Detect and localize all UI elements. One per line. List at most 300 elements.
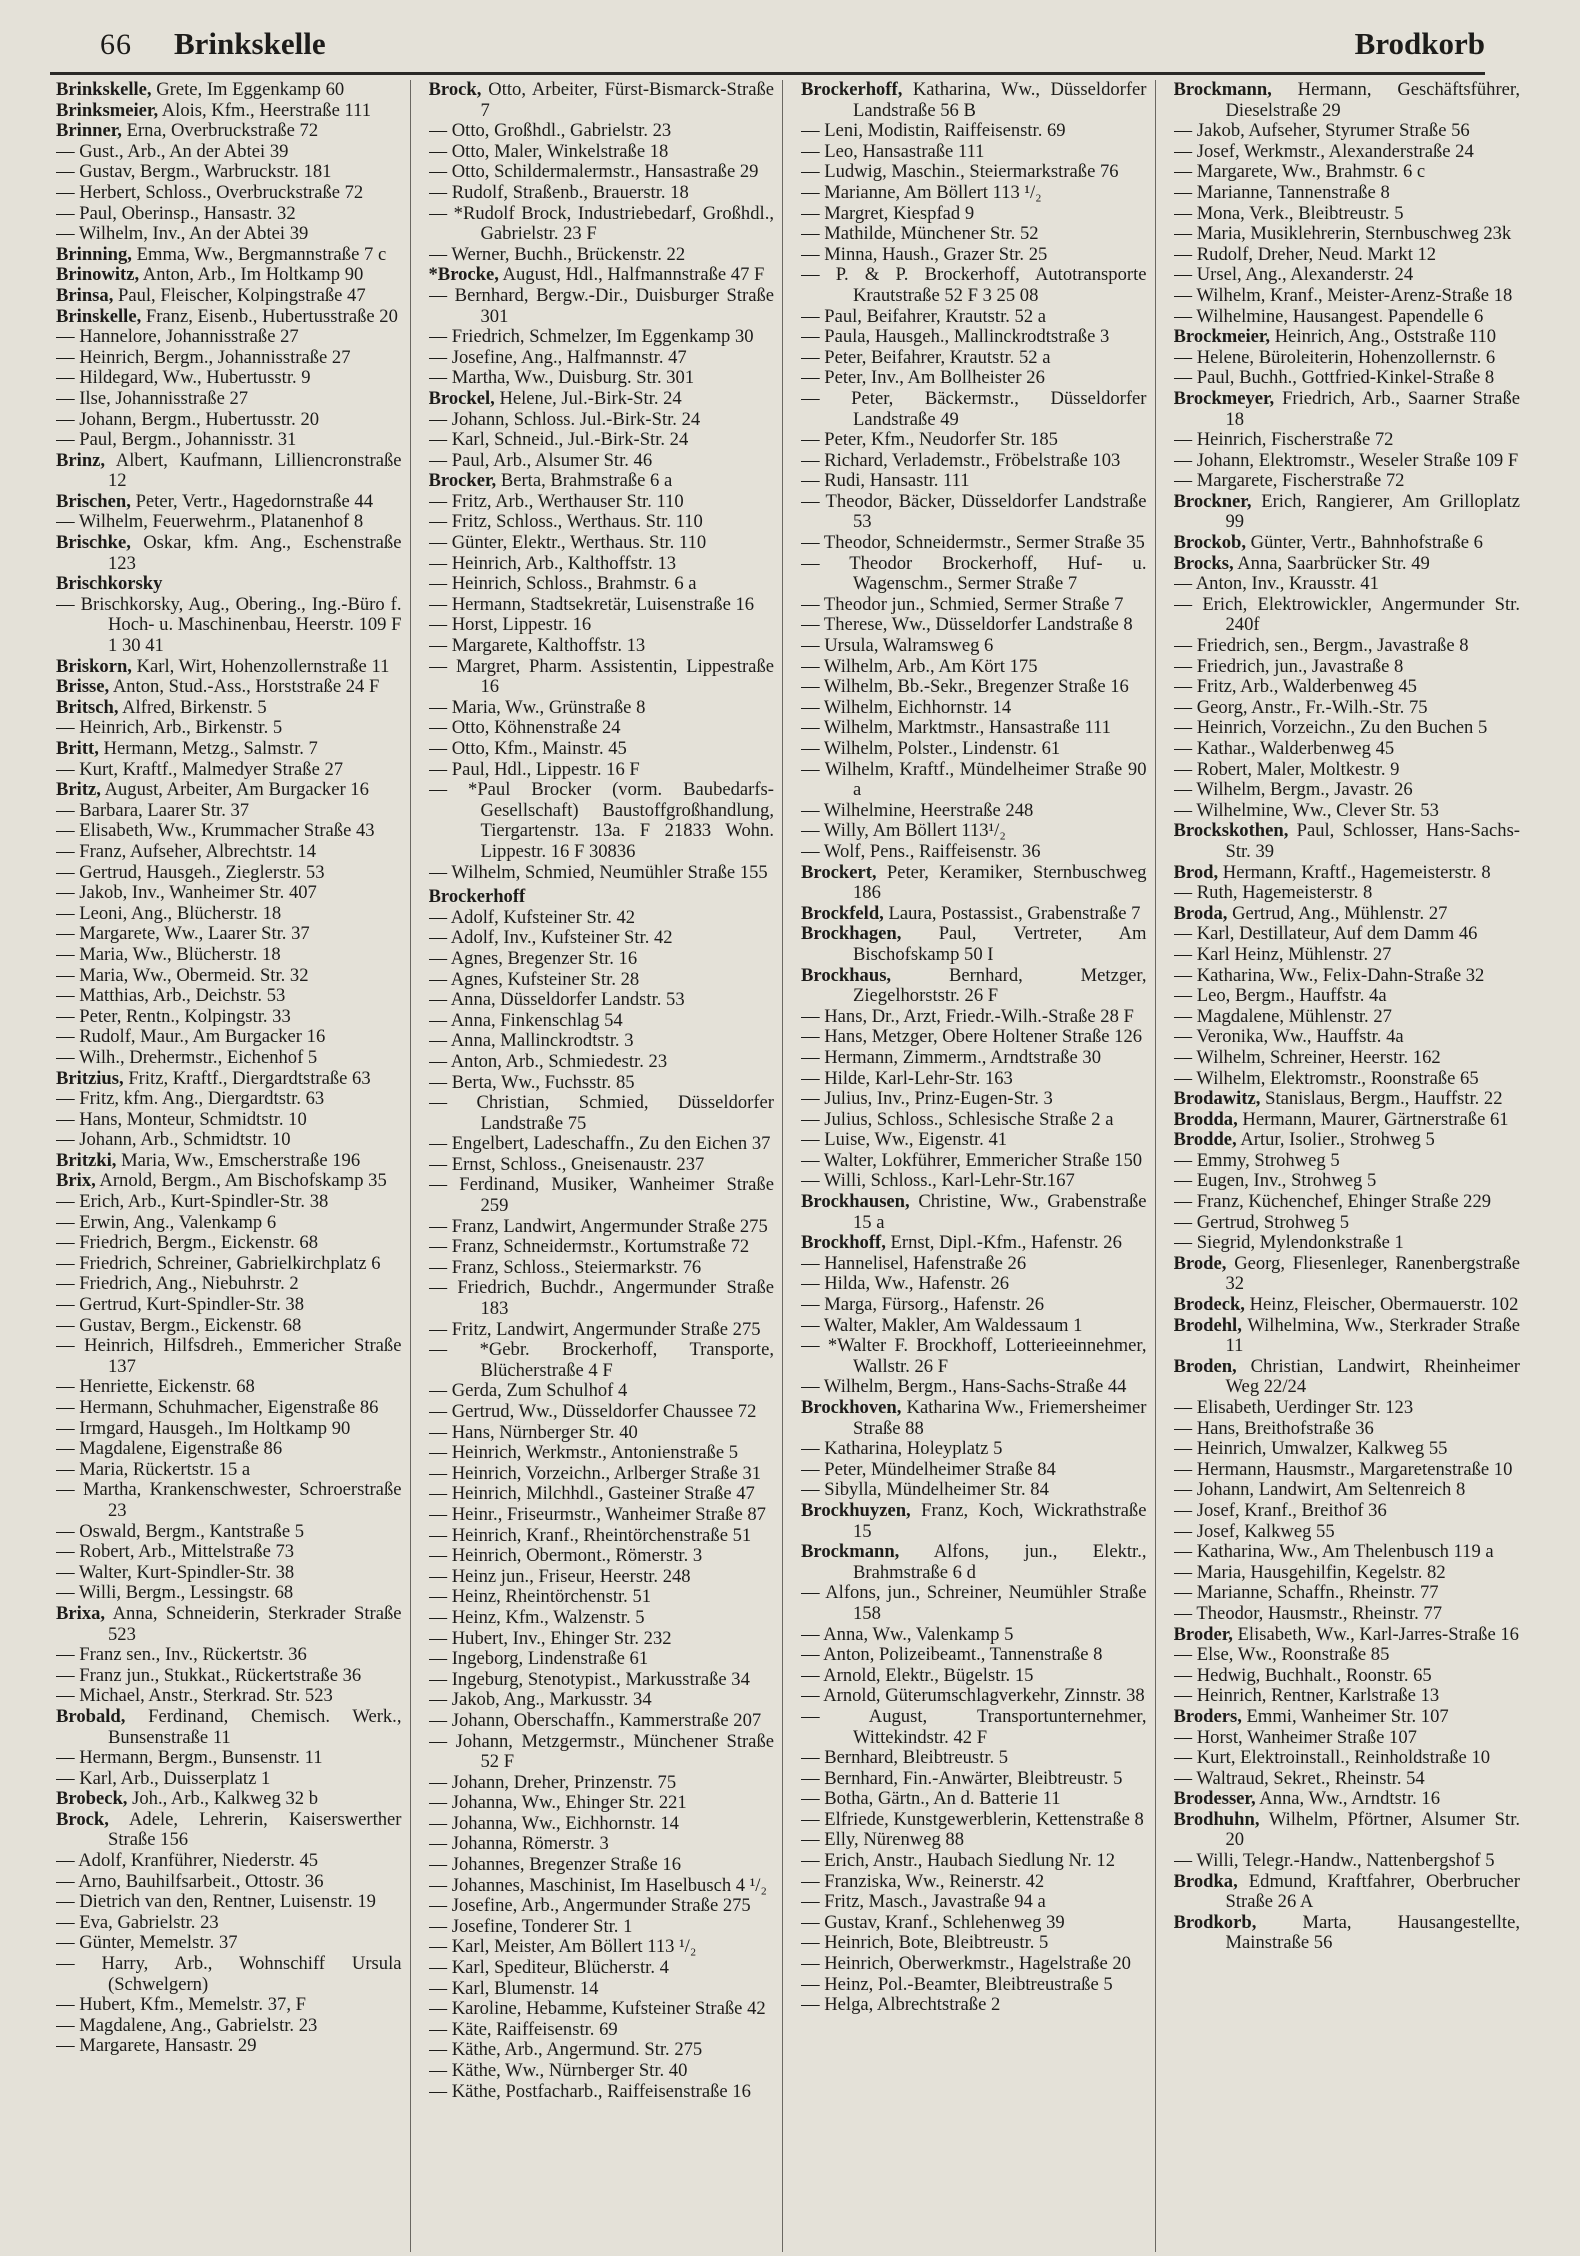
entry-details: Heinz, Fleischer, Obermauerstr. 102: [1249, 1294, 1519, 1316]
entry-details: — Paul, Oberinsp., Hansastr. 32: [56, 202, 296, 224]
directory-entry: [56, 142, 402, 163]
entry-details: — Bernhard, Bergw.-Dir., Duisburger Straße 301: [428, 284, 774, 327]
entry-details: — Wolf, Pens., Raiffeisenstr. 36: [801, 840, 1041, 862]
directory-entry: [56, 1913, 402, 1934]
entry-details: — Heinrich, Werkmstr., Antonienstraße 5: [428, 1442, 739, 1464]
entry-details: — Siegrid, Mylendonkstraße 1: [1173, 1232, 1404, 1254]
directory-entry: [801, 1789, 1147, 1810]
entry-surname: Brodka,: [1173, 1870, 1238, 1892]
directory-entry: [1174, 1192, 1521, 1213]
directory-entry: [56, 945, 402, 966]
entry-details: — Heinz, Pol.-Beamter, Bleibtreustraße 5: [801, 1973, 1113, 1995]
entry-details: — Leo, Hansastraße 111: [801, 140, 985, 162]
entry-details: — Hans, Monteur, Schmidtstr. 10: [56, 1108, 307, 1130]
directory-entry: [56, 1995, 402, 2016]
entry-details: — Kurt, Kraftf., Malmedyer Straße 27: [56, 758, 344, 780]
entry-details: — Heinz jun., Friseur, Heerstr. 248: [428, 1565, 691, 1587]
entry-surname: Broder,: [1173, 1623, 1233, 1645]
entry-details: — Sibylla, Mündelheimer Str. 84: [801, 1479, 1049, 1501]
directory-entry: [801, 451, 1147, 472]
entry-details: — Fritz, Arb., Werthauser Str. 110: [428, 490, 684, 512]
directory-entry: [801, 1439, 1147, 1460]
directory-entry: [429, 368, 775, 389]
directory-entry: [801, 657, 1147, 678]
entry-details: — Hermann, Zimmerm., Arndtstraße 30: [801, 1046, 1102, 1068]
entry-details: — Julius, Inv., Prinz-Eugen-Str. 3: [801, 1088, 1053, 1110]
directory-entry: [56, 1933, 402, 1954]
entry-details: — Walter, Makler, Am Waldessaum 1: [801, 1314, 1083, 1336]
directory-entry: [801, 1027, 1147, 1048]
directory-entry: [56, 162, 402, 183]
directory-entry: [801, 801, 1147, 822]
directory-entry: [56, 533, 402, 574]
directory-entry: [1174, 533, 1521, 554]
directory-entry: [429, 1320, 775, 1341]
entry-details: — Magdalene, Eigenstraße 86: [56, 1438, 283, 1460]
directory-entry: [429, 1505, 775, 1526]
directory-entry: [56, 265, 402, 286]
directory-entry: [1174, 1007, 1521, 1028]
entry-details: — Johann, Elektromstr., Weseler Straße 109 F: [1173, 449, 1519, 471]
entry-details: — Wilhelmine, Hausangest. Papendelle 6: [1173, 305, 1484, 327]
directory-entry: [56, 1048, 402, 1069]
directory-entry: [429, 327, 775, 348]
directory-entry: [429, 1629, 775, 1650]
entry-details: — Jakob, Ang., Markusstr. 34: [428, 1689, 652, 1711]
directory-entry: [801, 924, 1147, 965]
entry-details: — Hans, Metzger, Obere Holtener Straße 126: [801, 1026, 1143, 1048]
directory-entry: [429, 389, 775, 410]
entry-details: Alfons, jun., Elektr., Brahmstraße 6 d: [853, 1541, 1147, 1583]
entry-surname: Broders,: [1173, 1705, 1242, 1727]
directory-entry: [1174, 739, 1521, 760]
entry-details: — *Rudolf Brock, Industriebedarf, Großhdl., Gabrielstr. 23 F: [428, 202, 774, 245]
entry-details: — Paul, Beifahrer, Krautstr. 52 a: [801, 305, 1047, 327]
directory-entry: [429, 1175, 775, 1216]
directory-entry: [801, 471, 1147, 492]
entry-details: — Waltraud, Sekret., Rheinstr. 54: [1173, 1767, 1425, 1789]
directory-entry: [429, 1793, 775, 1814]
entry-details: — Heinrich, Vorzeichn., Zu den Buchen 5: [1173, 717, 1488, 739]
entry-details: — Franz, Aufseher, Albrechtstr. 14: [56, 840, 317, 862]
entry-details: Maria, Ww., Emscherstraße 196: [121, 1149, 361, 1171]
entry-details: — Heinrich, Fischerstraße 72: [1173, 429, 1394, 451]
directory-entry: [1174, 1501, 1521, 1522]
entry-details: — Josef, Kranf., Breithof 36: [1173, 1499, 1387, 1521]
directory-entry: [1174, 183, 1521, 204]
entry-details: — Ursula, Walramsweg 6: [801, 635, 994, 657]
directory-entry: [429, 1443, 775, 1464]
entry-details: Erich, Rangierer, Am Grilloplatz 99: [1225, 490, 1520, 533]
entry-surname: Brockmann,: [801, 1541, 900, 1563]
directory-entry: [56, 1522, 402, 1543]
directory-entry: [56, 2016, 402, 2037]
entry-details: — Leoni, Ang., Blücherstr. 18: [56, 902, 282, 924]
entry-details: — Käthe, Ww., Nürnberger Str. 40: [428, 2060, 688, 2081]
directory-entry: [429, 1876, 775, 1897]
directory-entry: [1174, 1316, 1521, 1357]
entry-details: — Karoline, Hebamme, Kufsteiner Straße 42: [428, 1998, 766, 2020]
entry-details: — Hans, Nürnberger Str. 40: [428, 1421, 638, 1443]
directory-entry: [801, 492, 1147, 533]
directory-entry: [801, 389, 1147, 430]
directory-entry: [56, 1439, 402, 1460]
directory-entry: [1174, 1851, 1521, 1872]
directory-entry: [1174, 1171, 1521, 1192]
entry-details: — August, Transportunternehmer, Wittekindstr. 42 F: [801, 1705, 1147, 1748]
page-number: 66: [100, 28, 132, 61]
directory-entry: [429, 1587, 775, 1608]
entry-details: — Willy, Am Böllert 113¹/₂: [801, 820, 1006, 842]
entry-details: — Günter, Memelstr. 37: [56, 1932, 238, 1954]
directory-entry: [801, 1975, 1147, 1996]
entry-details: Berta, Brahmstraße 6 a: [500, 470, 673, 492]
directory-entry: [429, 1690, 775, 1711]
entry-details: — Mathilde, Münchener Str. 52: [801, 223, 1039, 245]
entry-details: — Anton, Inv., Krausstr. 41: [1173, 573, 1379, 595]
entry-details: — P. & P. Brockerhoff, Autotransporte Krautstraße 52 F 3 25 08: [801, 264, 1147, 306]
entry-details: — Gust., Arb., An der Abtei 39: [56, 140, 289, 162]
entry-details: — Karl, Blumenstr. 14: [428, 1977, 599, 1999]
directory-entry: [1174, 286, 1521, 307]
directory-entry: [56, 1089, 402, 1110]
entry-details: — Karl, Spediteur, Blücherstr. 4: [428, 1957, 669, 1979]
directory-entry: [801, 121, 1147, 142]
directory-entry: [801, 307, 1147, 328]
directory-entry: [1174, 1872, 1521, 1913]
entry-details: — Berta, Ww., Fuchsstr. 85: [428, 1071, 635, 1093]
entry-details: — Emmy, Strohweg 5: [1173, 1149, 1340, 1171]
directory-entry: [429, 1258, 775, 1279]
entry-details: — Johann, Dreher, Prinzenstr. 75: [428, 1771, 677, 1793]
directory-entry: [801, 1501, 1147, 1542]
directory-entry: [56, 1130, 402, 1151]
entry-details: — Hermann, Bergm., Bunsenstr. 11: [56, 1747, 323, 1769]
directory-entry: [1174, 1151, 1521, 1172]
entry-details: — Johann, Arb., Schmidtstr. 10: [56, 1129, 291, 1151]
entry-details: — Bernhard, Bleibtreustr. 5: [801, 1747, 1009, 1769]
directory-entry: [429, 760, 775, 781]
entry-details: — Therese, Ww., Düsseldorfer Landstraße 8: [801, 614, 1133, 636]
entry-details: — Barbara, Laarer Str. 37: [56, 799, 250, 821]
directory-entry: [801, 142, 1147, 163]
entry-details: — Theodor, Schneidermstr., Sermer Straße 35: [801, 532, 1145, 554]
entry-details: — Heinrich, Bote, Bleibtreustr. 5: [801, 1932, 1049, 1954]
directory-entry: [429, 780, 775, 862]
directory-entry: [429, 1958, 775, 1979]
entry-details: — Otto, Großhdl., Gabrielstr. 23: [428, 120, 672, 142]
entry-details: Ferdinand, Chemisch. Werk., Bunsenstraße 11: [108, 1705, 402, 1748]
entry-details: — Herbert, Schloss., Overbruckstraße 72: [56, 181, 364, 203]
directory-entry: [429, 595, 775, 616]
directory-entry: [429, 863, 775, 884]
entry-details: — Werner, Buchh., Brückenstr. 22: [428, 243, 686, 265]
entry-details: — Hans, Breithofstraße 36: [1173, 1417, 1374, 1439]
entry-details: — Heinrich, Rentner, Karlstraße 13: [1173, 1685, 1440, 1707]
directory-entry: [56, 1480, 402, 1521]
directory-entry: [56, 1748, 402, 1769]
entry-details: — Oswald, Bergm., Kantstraße 5: [56, 1520, 305, 1542]
entry-details: — Elly, Nürenweg 88: [801, 1829, 965, 1851]
entry-details: Joh., Arb., Kalkweg 32 b: [132, 1788, 319, 1810]
entry-details: — Gertrud, Strohweg 5: [1173, 1211, 1350, 1233]
directory-entry: [56, 1377, 402, 1398]
directory-entry: [56, 121, 402, 142]
directory-entry: [801, 1048, 1147, 1069]
directory-entry: [56, 739, 402, 760]
directory-entry: [429, 1917, 775, 1938]
directory-entry: [801, 1130, 1147, 1151]
entry-details: — Ernst, Schloss., Gneisenaustr. 237: [428, 1153, 705, 1175]
entry-details: — Horst, Wanheimer Straße 107: [1173, 1726, 1417, 1748]
entry-details: Franz, Eisenb., Hubertusstraße 20: [145, 305, 398, 327]
entry-details: — Heinrich, Umwalzer, Kalkweg 55: [1173, 1438, 1448, 1460]
entry-details: — Erich, Elektrowickler, Angermunder Str. 240f: [1173, 593, 1520, 636]
entry-surname: Brischkorsky: [56, 573, 163, 595]
entry-details: — Leo, Bergm., Hauffstr. 4a: [1173, 985, 1387, 1007]
directory-entry: [429, 928, 775, 949]
entry-details: Oskar, kfm. Ang., Eschenstraße 123: [108, 532, 402, 574]
directory-entry: [429, 1464, 775, 1485]
entry-details: — Anna, Düsseldorfer Landstr. 53: [428, 989, 685, 1011]
entry-surname: Brodkorb,: [1173, 1911, 1257, 1933]
entry-details: Bernhard, Metzger, Ziegelhorststr. 26 F: [853, 964, 1147, 1007]
directory-entry: [1174, 1913, 1521, 1954]
directory-entry: [429, 1937, 775, 1958]
directory-entry: [801, 966, 1147, 1007]
entry-details: Edmund, Kraftfahrer, Oberbrucher Straße 26 A: [1225, 1870, 1520, 1913]
entry-details: Erna, Overbruckstraße 72: [126, 120, 319, 142]
entry-details: — Theodor, Bäcker, Düsseldorfer Landstraße 53: [801, 490, 1147, 533]
directory-entry: [801, 1480, 1147, 1501]
directory-entry: [801, 1892, 1147, 1913]
entry-details: — Heinrich, Milchhdl., Gasteiner Straße 47: [428, 1483, 755, 1505]
entry-details: Stanislaus, Bergm., Hauffstr. 22: [1265, 1088, 1503, 1110]
directory-entry: [56, 1769, 402, 1790]
directory-entry: [801, 636, 1147, 657]
entry-details: — Heinrich, Vorzeichn., Arlberger Straße 31: [428, 1462, 762, 1484]
entry-details: — Rudi, Hansastr. 111: [801, 470, 970, 492]
directory-entry: [56, 1336, 402, 1377]
entry-details: — Brischkorsky, Aug., Obering., Ing.-Büro f. Hoch- u. Maschinenbau, Heerstr. 109 F 1 30 41: [56, 593, 402, 657]
entry-details: — Karl, Schneid., Jul.-Birk-Str. 24: [428, 429, 689, 451]
entry-details: — Eugen, Inv., Strohweg 5: [1173, 1170, 1377, 1192]
entry-details: Günter, Vertr., Bahnhofstraße 6: [1250, 532, 1483, 554]
entry-details: — Margarete, Hansastr. 29: [56, 2035, 257, 2057]
entry-surname: Brobeck,: [56, 1788, 128, 1810]
directory-entry: [56, 1563, 402, 1584]
entry-details: — Kurt, Elektroinstall., Reinholdstraße 10: [1173, 1747, 1491, 1769]
directory-entry: [1174, 1480, 1521, 1501]
directory-entry: [56, 1151, 402, 1172]
entry-details: — Paul, Buchh., Gottfried-Kinkel-Straße 8: [1173, 367, 1495, 389]
entry-surname: Brisse,: [56, 676, 110, 698]
entry-details: Paul, Schlosser, Hans-Sachs-Str. 39: [1225, 820, 1520, 862]
directory-entry: [801, 1583, 1147, 1624]
directory-entry: [801, 821, 1147, 842]
entry-details: — Karl Heinz, Mühlenstr. 27: [1173, 943, 1392, 965]
entry-surname: Brockhoven,: [801, 1397, 902, 1418]
entry-details: — Anna, Ww., Valenkamp 5: [801, 1623, 1014, 1645]
directory-entry: [1174, 121, 1521, 142]
entry-details: — Friedrich, Ang., Niebuhrstr. 2: [56, 1273, 299, 1295]
entry-details: — Anna, Finkenschlag 54: [428, 1009, 623, 1031]
entry-details: — Hilda, Ww., Hafenstr. 26: [801, 1273, 1010, 1295]
entry-details: — Marianne, Schaffn., Rheinstr. 77: [1173, 1582, 1439, 1604]
directory-entry: [801, 162, 1147, 183]
directory-entry: [1174, 1027, 1521, 1048]
directory-entry: [1174, 1439, 1521, 1460]
entry-details: — Mona, Verk., Bleibtreustr. 5: [1173, 202, 1404, 224]
directory-entry: [429, 970, 775, 991]
directory-entry: [429, 286, 775, 327]
entry-details: Laura, Postassist., Grabenstraße 7: [888, 902, 1141, 924]
directory-columns: [56, 80, 1528, 2252]
entry-details: — Fritz, Masch., Javastraße 94 a: [801, 1891, 1046, 1913]
entry-surname: Brockhausen,: [801, 1191, 910, 1213]
entry-details: August, Hdl., Halfmannstraße 47 F: [502, 264, 765, 286]
entry-details: Gertrud, Ang., Mühlenstr. 27: [1232, 902, 1448, 924]
directory-entry: [56, 780, 402, 801]
entry-details: Anton, Stud.-Ass., Horststraße 24 F: [112, 676, 380, 698]
entry-details: Anna, Ww., Arndtstr. 16: [1259, 1788, 1441, 1810]
directory-entry: [1174, 348, 1521, 369]
directory-entry: [56, 368, 402, 389]
entry-details: — Maria, Ww., Blücherstr. 18: [56, 943, 281, 965]
entry-surname: Brock,: [428, 80, 482, 100]
entry-details: — Karl, Destillateur, Auf dem Damm 46: [1173, 923, 1478, 945]
entry-details: — Magdalene, Ang., Gabrielstr. 23: [56, 2014, 318, 2036]
directory-entry: [56, 883, 402, 904]
entry-details: — Wilhelm, Feuerwehrm., Platanenhof 8: [56, 511, 364, 533]
entry-surname: Brinowitz,: [56, 264, 140, 286]
entry-details: — Harry, Arb., Wohnschiff Ursula (Schwelgern): [56, 1953, 402, 1995]
entry-details: — Richard, Verlademstr., Fröbelstraße 103: [801, 449, 1121, 471]
directory-entry: [56, 1069, 402, 1090]
entry-details: — Heinrich, Hilfsdreh., Emmericher Straße 137: [56, 1335, 402, 1377]
entry-details: — Wilhelm, Bergm., Javastr. 26: [1173, 779, 1413, 801]
directory-entry: [1174, 554, 1521, 575]
directory-entry: [1174, 1089, 1521, 1110]
entry-details: — Engelbert, Ladeschaffn., Zu den Eichen 37: [428, 1133, 771, 1155]
directory-entry: [56, 1872, 402, 1893]
directory-entry: [56, 1810, 402, 1851]
directory-entry: [1174, 718, 1521, 739]
entry-details: Alois, Kfm., Heerstraße 111: [161, 99, 372, 121]
directory-entry: [801, 1151, 1147, 1172]
entry-details: — Johanna, Römerstr. 3: [428, 1833, 609, 1855]
directory-entry: [801, 80, 1147, 121]
directory-entry: [801, 1995, 1147, 2016]
entry-details: — Peter, Mündelheimer Straße 84: [801, 1458, 1056, 1480]
entry-details: — Else, Ww., Roonstraße 85: [1173, 1644, 1390, 1666]
directory-entry: [1174, 636, 1521, 657]
directory-entry: [429, 1484, 775, 1505]
entry-details: Grete, Im Eggenkamp 60: [156, 80, 345, 100]
entry-details: — Otto, Maler, Winkelstraße 18: [428, 140, 669, 162]
directory-entry: [1174, 677, 1521, 698]
directory-entry: [56, 1398, 402, 1419]
entry-details: — Theodor jun., Schmied, Sermer Straße 7: [801, 593, 1124, 615]
directory-entry: [429, 1011, 775, 1032]
entry-details: Paul, Fleischer, Kolpingstraße 47: [118, 284, 366, 306]
directory-entry: [801, 554, 1147, 595]
entry-details: — Franz, Schneidermstr., Kortumstraße 72: [428, 1236, 750, 1258]
entry-surname: Brockerhoff: [428, 886, 526, 908]
entry-surname: Brodesser,: [1173, 1788, 1256, 1810]
entry-surname: Brobald,: [56, 1705, 126, 1727]
entry-details: — Arnold, Elektr., Bügelstr. 15: [801, 1664, 1034, 1686]
entry-details: — Friedrich, Bergm., Eickenstr. 68: [56, 1232, 318, 1254]
directory-entry: [801, 1686, 1147, 1707]
entry-details: — Johann, Oberschaffn., Kammerstraße 207: [428, 1709, 762, 1731]
directory-entry: [429, 1649, 775, 1670]
entry-details: — Hannelore, Johannisstraße 27: [56, 326, 299, 348]
directory-entry: [429, 908, 775, 929]
directory-entry: [429, 739, 775, 760]
directory-entry: [801, 1645, 1147, 1666]
directory-entry: [429, 1670, 775, 1691]
directory-entry: [56, 1233, 402, 1254]
directory-entry: [56, 1295, 402, 1316]
header-rule: [50, 72, 1485, 75]
entry-details: — Hildegard, Ww., Hubertusstr. 9: [56, 367, 311, 389]
entry-details: Katharina Ww., Friemersheimer Straße 88: [853, 1397, 1147, 1439]
entry-details: — Fritz, Arb., Walderbenweg 45: [1173, 676, 1417, 698]
entry-details: Fritz, Kraftf., Diergardtstraße 63: [128, 1067, 371, 1089]
entry-details: — Heinrich, Schloss., Brahmstr. 6 a: [428, 573, 697, 595]
entry-details: — Hermann, Hausmstr., Margaretenstraße 10: [1173, 1458, 1513, 1480]
entry-details: Emma, Ww., Bergmannstraße 7 c: [136, 243, 387, 265]
directory-entry: [56, 1583, 402, 1604]
entry-details: — Friedrich, sen., Bergm., Javastraße 8: [1173, 635, 1469, 657]
entry-details: — Franz, Landwirt, Angermunder Straße 275: [428, 1215, 768, 1237]
directory-entry: [801, 1872, 1147, 1893]
entry-details: — Fritz, Schloss., Werthaus. Str. 110: [428, 511, 703, 533]
entry-details: — Luise, Ww., Eigenstr. 41: [801, 1129, 1008, 1151]
entry-surname: Brischke,: [56, 532, 131, 554]
directory-entry: [1174, 1357, 1521, 1398]
entry-details: — Wilhelm, Inv., An der Abtei 39: [56, 223, 309, 245]
directory-entry: [429, 1979, 775, 2000]
entry-details: — Willi, Schloss., Karl-Lehr-Str.167: [801, 1170, 1075, 1192]
directory-entry: [56, 1542, 402, 1563]
directory-entry: [429, 1732, 775, 1773]
directory-entry: [429, 1093, 775, 1134]
entry-details: — Käthe, Postfacharb., Raiffeisenstraße 16: [428, 2080, 751, 2102]
directory-entry: [56, 348, 402, 369]
entry-surname: Brockel,: [428, 387, 495, 409]
entry-details: — Katharina, Holeyplatz 5: [801, 1438, 1003, 1460]
directory-entry: [1174, 1542, 1521, 1563]
directory-entry: [801, 1954, 1147, 1975]
entry-details: Hermann, Metzg., Salmstr. 7: [103, 738, 318, 759]
directory-entry: [801, 1316, 1147, 1337]
entry-surname: Brockert,: [801, 861, 877, 883]
entry-details: — Margarete, Fischerstraße 72: [1173, 470, 1405, 492]
directory-entry: [801, 677, 1147, 698]
entry-surname: Brinner,: [56, 120, 122, 142]
directory-entry: [429, 245, 775, 266]
directory-entry: [56, 1645, 402, 1666]
entry-surname: Brodda,: [1173, 1108, 1238, 1130]
directory-entry: [56, 80, 402, 101]
entry-details: Artur, Isolier., Strohweg 5: [1240, 1129, 1435, 1151]
entry-details: — Franz, Schloss., Steiermarkstr. 76: [428, 1256, 702, 1278]
directory-entry: [1174, 1048, 1521, 1069]
entry-details: — Friedrich, Schmelzer, Im Eggenkamp 30: [428, 326, 754, 348]
entry-details: — Margarete, Ww., Brahmstr. 6 c: [1173, 161, 1426, 183]
